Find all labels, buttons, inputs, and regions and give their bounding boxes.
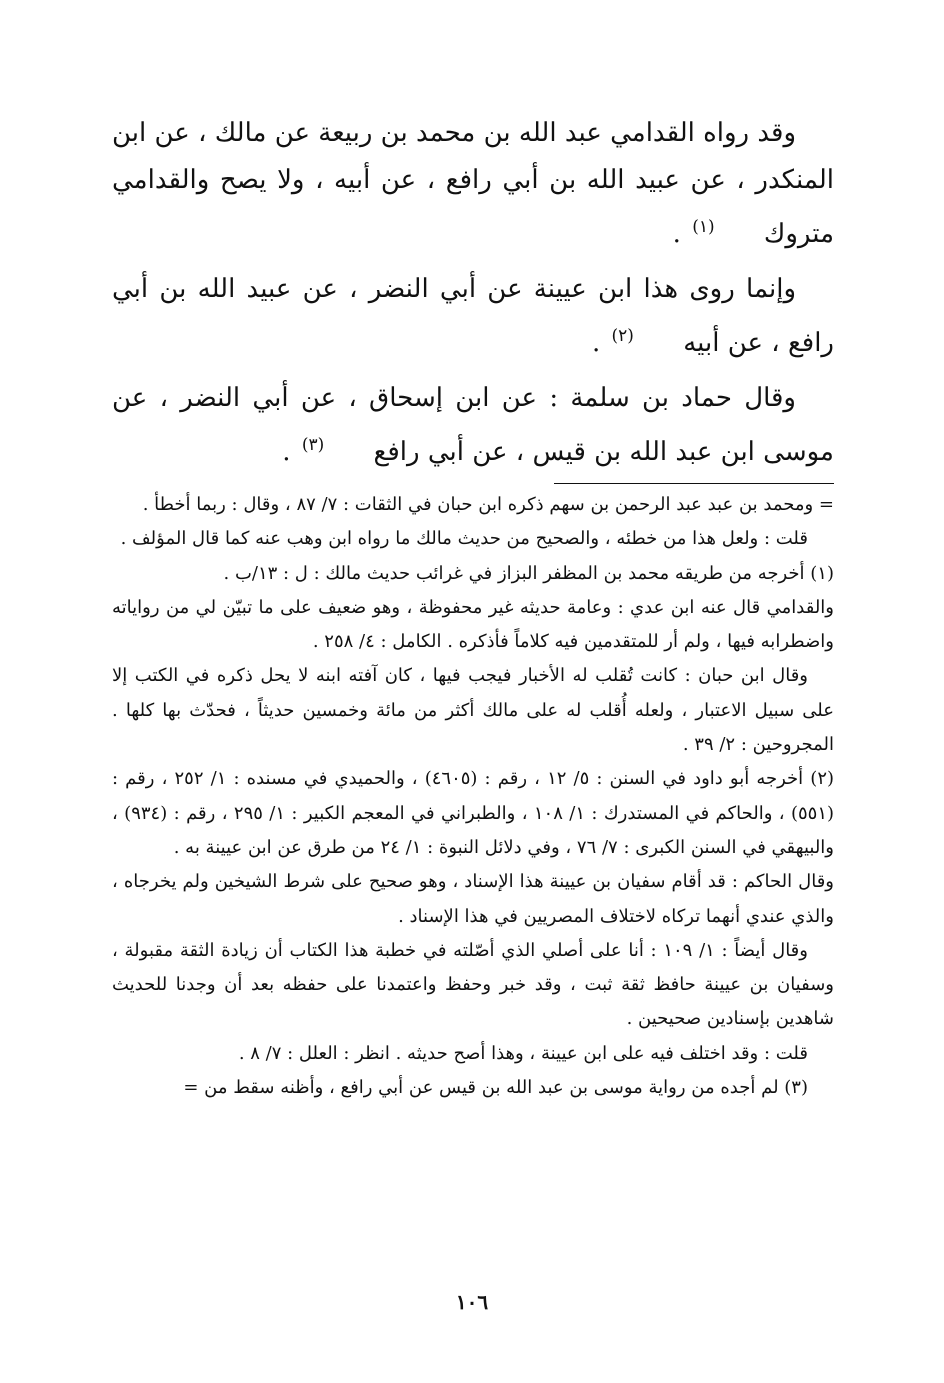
footnote-2-paragraph-3: وقال أيضاً : ١/ ١٠٩ : أنا على أصلي الذي أصّلته في خطبة هذا الكتاب أن زيادة الثقة مقبولة ، وسفيان بن عيينة حافظ ثقة ثبت ، وقد خبر وحفظ واعتمدنا على حفظه بعد أن وجدنا للحديث شاهدين بإسنادين صحيحين .: [112, 939, 834, 1030]
main-paragraph-3-text: وقال حماد بن سلمة : عن ابن إسحاق ، عن أبي النضر ، عن موسى ابن عبد الله بن قيس ، عن أبي رافع: [112, 383, 834, 467]
main-paragraph-1: [112, 110, 834, 258]
footnote-2-paragraph-2: وقال الحاكم : قد أقام سفيان بن عيينة هذا الإسناد ، وهو صحيح على شرط الشيخين ولم يخرجاه ، والذي عندي أنهما تركاه لاختلاف المصريين في هذا الإسناد .: [112, 871, 834, 927]
footnote-ref-3: (٣): [301, 435, 325, 455]
main-paragraph-2: [112, 266, 834, 367]
footnote-1-paragraph-3: وقال ابن حبان : كانت تُقلب له الأخبار فيجب فيها ، كان آفته ابنه لا يحل ذكره في الكتب إلا على سبيل الاعتبار ، ولعله أُقلب له على مالك أكثر من مائة وخمسين حديثاً ، فحدّث بها كلها . المجروحين : ٢/ ٣٩ .: [112, 665, 834, 756]
main-paragraph-3: [112, 375, 834, 476]
footnote-3: (٣) لم أجده من رواية موسى بن عبد الله بن قيس عن أبي رافع ، وأظنه سقط من =: [183, 1077, 808, 1099]
footnote-2: (٢) أخرجه أبو داود في السنن : ٥/ ١٢ ، رقم : (٤٦٠٥) ، والحميدي في مسنده : ١/ ٢٥٢ ، رقم : (٥٥١) ، والحاكم في المستدرك : ١/ ١٠٨ ، والطبراني في المعجم الكبير : ١/ ٢٩٥ ، رقم : (٩٣٤) ، والبيهقي في السنن الكبرى : ٧/ ٧٦ ، وفي دلائل النبوة : ١/ ٢٤ من طرق عن ابن عيينة به .: [112, 768, 835, 858]
footnote-ref-2: (٢): [611, 326, 634, 346]
footnote-continuation: = ومحمد بن عبد عبد الرحمن بن سهم ذكره ابن حبان في الثقات : ٧/ ٨٧ ، وقال : ربما أخطأ .: [142, 494, 834, 515]
main-paragraph-1-end: .: [672, 219, 681, 249]
main-paragraph-2-text: وإنما روى هذا ابن عيينة عن أبي النضر ، عن عبيد الله بن أبي رافع ، عن أبيه: [112, 274, 834, 358]
page-number: ١٠٦: [455, 1290, 489, 1314]
footnote-1: (١) أخرجه من طريقه محمد بن المظفر البزاز في غرائب حديث مالك : ل : ١٣/ب .: [223, 562, 834, 584]
main-paragraph-3-end: .: [282, 437, 291, 467]
footnote-2-paragraph-4: قلت : وقد اختلف فيه على ابن عيينة ، وهذا أصح حديثه . انظر : العلل : ٧/ ٨ .: [238, 1042, 808, 1064]
footnote-ref-1: (١): [692, 217, 715, 237]
footnotes: [112, 488, 834, 1105]
footnote-1-paragraph-2: والقدامي قال عنه ابن عدي : وعامة حديثه غير محفوظة ، وهو ضعيف على ما تبيّن لي من رواياته واضطرابه فيها ، ولم أر للمتقدمين فيه كلاماً فأذكره . الكامل : ٤/ ٢٥٨ .: [112, 596, 834, 653]
main-paragraph-1-text: وقد رواه القدامي عبد الله بن محمد بن ربيعة عن مالك ، عن ابن المنكدر ، عن عبيد الله بن أبي رافع ، عن أبيه ، ولا يصح والقدامي متروك: [112, 118, 834, 249]
footnote-separator: [554, 483, 834, 484]
main-paragraph-2-end: .: [591, 328, 601, 358]
footnote-continuation-remark: قلت : ولعل هذا من خطئه ، والصحيح من حديث مالك ما رواه ابن وهب عنه كما قال المؤلف .: [120, 528, 808, 550]
main-text: [112, 110, 834, 484]
